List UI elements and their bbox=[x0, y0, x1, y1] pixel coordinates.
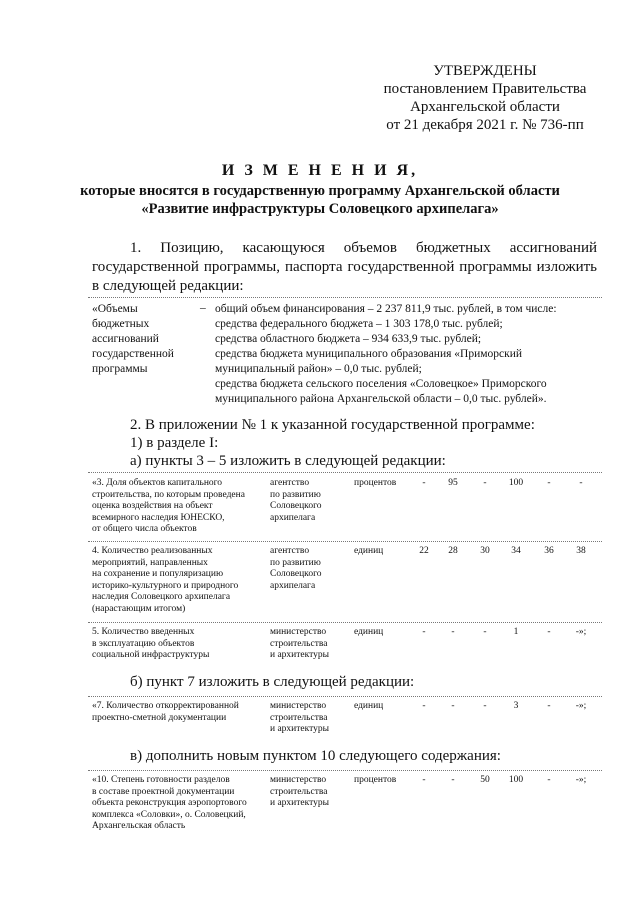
document-subtitle: которые вносятся в государственную программу Архангельской области bbox=[80, 183, 560, 199]
budget-label-line: программы bbox=[92, 363, 148, 375]
unit-of-measure: единиц bbox=[354, 627, 384, 637]
budget-line: средства бюджета муниципального образования «Приморский bbox=[215, 348, 523, 360]
paragraph-2c: в) дополнить новым пунктом 10 следующего содержания: bbox=[130, 748, 501, 764]
value-cell: - bbox=[422, 775, 426, 785]
value-cell: 50 bbox=[480, 775, 490, 785]
value-cell: 22 bbox=[419, 546, 429, 556]
value-cell: - bbox=[547, 478, 551, 488]
value-cell: - bbox=[451, 701, 455, 711]
program-name: «Развитие инфраструктуры Соловецкого архипелага» bbox=[141, 201, 499, 217]
responsible-line: строительства bbox=[270, 712, 328, 723]
value-cell: - bbox=[422, 701, 426, 711]
responsible-executor bbox=[270, 546, 352, 592]
value-cell: - bbox=[422, 627, 426, 637]
value-cell: 95 bbox=[448, 478, 458, 488]
indicator-name-line: оценка воздействия на объект bbox=[92, 501, 213, 511]
indicator-name-line: от общего числа объектов bbox=[92, 524, 197, 534]
indicator-name-line: в эксплуатацию объектов bbox=[92, 638, 195, 649]
separator bbox=[88, 696, 602, 697]
value-cell: -»; bbox=[575, 775, 587, 785]
indicator-name-line: «7. Количество откорректированной bbox=[92, 701, 239, 711]
responsible-executor bbox=[270, 701, 352, 736]
document-title: И З М Е Н Е Н И Я, bbox=[221, 162, 419, 179]
indicator-name bbox=[92, 701, 270, 724]
budget-label-line: «Объемы bbox=[92, 303, 138, 315]
indicator-name-line: 5. Количество введенных bbox=[92, 627, 195, 637]
value-cell: 38 bbox=[576, 546, 586, 556]
indicator-name bbox=[92, 546, 270, 615]
responsible-line: Соловецкого bbox=[270, 569, 322, 579]
budget-details bbox=[215, 302, 605, 407]
indicator-name-line: «3. Доля объектов капитального bbox=[92, 478, 223, 488]
budget-dash: – bbox=[200, 302, 206, 314]
budget-label bbox=[92, 302, 202, 377]
responsible-line: агентство bbox=[270, 478, 310, 488]
indicator-name-line: 4. Количество реализованных bbox=[92, 546, 213, 556]
responsible-line: агентство bbox=[270, 546, 310, 556]
indicator-name-line: (нарастающим итогом) bbox=[92, 603, 186, 614]
value-cell: - bbox=[483, 627, 487, 637]
approval-line: постановлением Правительства bbox=[383, 81, 587, 97]
paragraph-line: 1. Позицию, касающуюся объемов бюджетных ассигнований bbox=[130, 240, 597, 256]
separator bbox=[88, 770, 602, 771]
unit-of-measure: процентов bbox=[354, 775, 397, 785]
value-cell: - bbox=[547, 775, 551, 785]
separator bbox=[88, 622, 602, 623]
value-cell: 36 bbox=[544, 546, 554, 556]
value-cell: - bbox=[483, 701, 487, 711]
value-cell: - bbox=[451, 775, 455, 785]
budget-label-line: государственной bbox=[92, 348, 174, 360]
indicator-name-line: наследия Соловецкого архипелага bbox=[92, 592, 231, 602]
indicator-name-line: всемирного наследия ЮНЕСКО, bbox=[92, 512, 225, 523]
approval-line: Архангельской области bbox=[410, 99, 560, 115]
responsible-line: и архитектуры bbox=[270, 798, 330, 808]
unit-of-measure: единиц bbox=[354, 546, 384, 556]
value-cell: - bbox=[483, 478, 487, 488]
responsible-line: архипелага bbox=[270, 580, 316, 591]
responsible-executor bbox=[270, 775, 352, 810]
budget-label-line: ассигнований bbox=[92, 333, 159, 345]
indicator-name-line: в составе проектной документации bbox=[92, 786, 235, 797]
unit-of-measure: процентов bbox=[354, 478, 397, 488]
responsible-line: министерство bbox=[270, 701, 327, 711]
budget-line: общий объем финансирования – 2 237 811,9 тыс. рублей, в том числе: bbox=[215, 303, 557, 315]
responsible-line: архипелага bbox=[270, 512, 316, 523]
value-cell: -»; bbox=[575, 627, 587, 637]
value-cell: 100 bbox=[508, 478, 524, 488]
responsible-line: и архитектуры bbox=[270, 650, 330, 660]
responsible-executor bbox=[270, 478, 352, 524]
value-cell: 28 bbox=[448, 546, 458, 556]
value-cell: 1 bbox=[513, 627, 519, 637]
responsible-line: строительства bbox=[270, 786, 328, 797]
unit-of-measure: единиц bbox=[354, 701, 384, 711]
paragraph-line: в следующей редакции: bbox=[92, 278, 244, 294]
budget-line: средства федерального бюджета – 1 303 178,0 тыс. рублей; bbox=[215, 318, 503, 330]
paragraph-2-line: а) пункты 3 – 5 изложить в следующей редакции: bbox=[130, 453, 446, 469]
value-cell: - bbox=[422, 478, 426, 488]
indicator-name bbox=[92, 478, 270, 536]
responsible-line: министерство bbox=[270, 775, 327, 785]
paragraph-line: государственной программы, паспорта государственной программы изложить bbox=[92, 259, 597, 275]
budget-line: средства бюджета сельского поселения «Соловецкое» Приморского bbox=[215, 378, 547, 390]
approval-block bbox=[360, 62, 610, 134]
budget-line: муниципальный район» – 0,0 тыс. рублей; bbox=[215, 363, 422, 375]
value-cell: - bbox=[547, 701, 551, 711]
paragraph-2-line: 2. В приложении № 1 к указанной государственной программе: bbox=[130, 417, 535, 433]
responsible-line: по развитию bbox=[270, 489, 321, 500]
responsible-line: Соловецкого bbox=[270, 501, 322, 511]
responsible-line: строительства bbox=[270, 638, 328, 649]
indicator-name-line: на сохранение и популяризацию bbox=[92, 569, 224, 579]
separator bbox=[88, 297, 602, 298]
approval-heading: УТВЕРЖДЕНЫ bbox=[433, 63, 537, 79]
value-cell: - bbox=[547, 627, 551, 637]
value-cell: -»; bbox=[575, 701, 587, 711]
budget-line: средства областного бюджета – 934 633,9 тыс. рублей; bbox=[215, 333, 482, 345]
indicator-name-line: Архангельская область bbox=[92, 821, 186, 831]
paragraph-1 bbox=[92, 239, 597, 296]
indicator-name-line: «10. Степень готовности разделов bbox=[92, 775, 230, 785]
indicator-name-line: мероприятий, направленных bbox=[92, 557, 208, 568]
value-cell: - bbox=[579, 478, 583, 488]
paragraph-2-line: 1) в разделе I: bbox=[130, 435, 219, 451]
indicator-name bbox=[92, 627, 270, 662]
approval-date: от 21 декабря 2021 г. № 736-пп bbox=[386, 117, 584, 133]
indicator-name-line: комплекса «Соловки», о. Соловецкий, bbox=[92, 809, 246, 820]
separator bbox=[88, 472, 602, 473]
separator bbox=[88, 541, 602, 542]
indicator-name-line: строительства, по которым проведена bbox=[92, 489, 245, 500]
paragraph-2b: б) пункт 7 изложить в следующей редакции: bbox=[130, 674, 415, 690]
indicator-name-line: историко-культурного и природного bbox=[92, 580, 239, 591]
indicator-name-line: социальной инфраструктуры bbox=[92, 650, 210, 660]
responsible-executor bbox=[270, 627, 352, 662]
budget-label-line: бюджетных bbox=[92, 318, 150, 330]
value-cell: 100 bbox=[508, 775, 524, 785]
indicator-name-line: проектно-сметной документации bbox=[92, 712, 227, 723]
indicator-name-line: объекта реконструкция аэропортового bbox=[92, 798, 247, 808]
value-cell: 34 bbox=[511, 546, 521, 556]
indicator-name bbox=[92, 775, 270, 833]
responsible-line: и архитектуры bbox=[270, 724, 330, 734]
value-cell: - bbox=[451, 627, 455, 637]
responsible-line: по развитию bbox=[270, 557, 321, 568]
responsible-line: министерство bbox=[270, 627, 327, 637]
value-cell: 30 bbox=[480, 546, 490, 556]
value-cell: 3 bbox=[513, 701, 519, 711]
budget-line: муниципального района Архангельской области – 0,0 тыс. рублей». bbox=[215, 393, 547, 405]
